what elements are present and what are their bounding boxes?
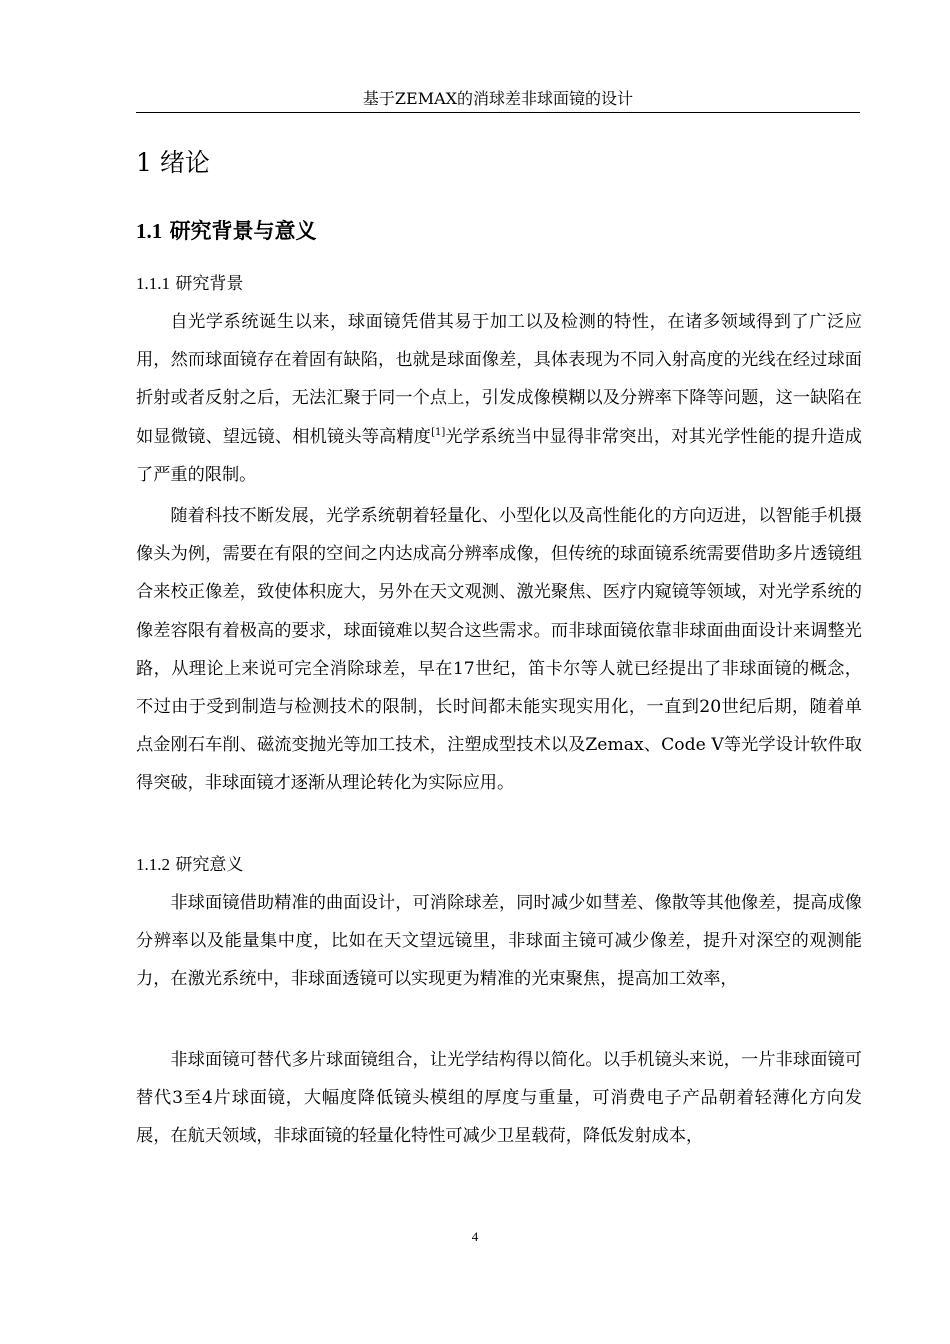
section-number: 1.1 bbox=[136, 219, 163, 243]
paragraph-text: 自光学系统诞生以来，球面镜凭借其易于加工以及检测的特性，在诸多领域得到了广泛应用，然而球面镜存在着固有缺陷，也就是球面像差，具体表现为不同入射高度的光线在经过球面折射或者反射之后，无法汇聚于同一个点上，引发成像模糊以及分辨率下降等问题，这一缺陷在如显微镜、望远镜、相机镜头等高精度 bbox=[136, 312, 862, 447]
subsection-number: 1.1.2 bbox=[136, 855, 170, 874]
section-heading bbox=[136, 216, 317, 246]
subsection-number: 1.1.1 bbox=[136, 274, 170, 293]
paragraph-text: 光学系统当中显得非常突出，对其光学性能的提升造成了严重的限制。 bbox=[136, 426, 862, 485]
chapter-title: 1 绪论 bbox=[136, 148, 210, 177]
section-title: 研究背景与意义 bbox=[169, 218, 317, 243]
subsection-title: 研究背景 bbox=[175, 274, 244, 294]
page-number: 4 bbox=[471, 1229, 479, 1244]
running-header: 基于ZEMAX的消球差非球面镜的设计 bbox=[362, 89, 634, 108]
paragraph-background-1 bbox=[136, 303, 862, 494]
subsection-heading-significance bbox=[136, 853, 243, 877]
header-divider bbox=[136, 112, 860, 113]
subsection-heading-background bbox=[136, 272, 243, 296]
citation-reference: [1] bbox=[431, 426, 446, 438]
paragraph-significance-1: 非球面镜借助精准的曲面设计，可消除球差，同时减少如彗差、像散等其他像差，提高成像分辨率以及能量集中度，比如在天文望远镜里，非球面主镜可减少像差，提升对深空的观测能力，在激光系统中，非球面透镜可以实现更为精准的光束聚焦，提高加工效率， bbox=[136, 893, 862, 990]
subsection-title: 研究意义 bbox=[175, 855, 244, 875]
paragraph-background-2: 随着科技不断发展，光学系统朝着轻量化、小型化以及高性能化的方向迈进，以智能手机摄像头为例，需要在有限的空间之内达成高分辨率成像，但传统的球面镜系统需要借助多片透镜组合来校正像差，致使体积庞大，另外在天文观测、激光聚焦、医疗内窥镜等领域，对光学系统的像差容限有着极高的要求，球面镜难以契合这些需求。而非球面镜依靠非球面曲面设计来调整光路，从理论上来说可完全消除球差，早在17世纪，笛卡尔等人就已经提出了非球面镜的概念，不过由于受到制造与检测技术的限制，长时间都未能实现实用化，一直到20世纪后期，随着单点金刚石车削、磁流变抛光等加工技术，注塑成型技术以及Zemax、Code V等光学设计软件取得突破，非球面镜才逐渐从理论转化为实际应用。 bbox=[136, 506, 862, 794]
paragraph-significance-2: 非球面镜可替代多片球面镜组合，让光学结构得以简化。以手机镜头来说，一片非球面镜可替代3至4片球面镜，大幅度降低镜头模组的厚度与重量，可消费电子产品朝着轻薄化方向发展，在航天领域，非球面镜的轻量化特性可减少卫星载荷，降低发射成本， bbox=[136, 1050, 862, 1147]
